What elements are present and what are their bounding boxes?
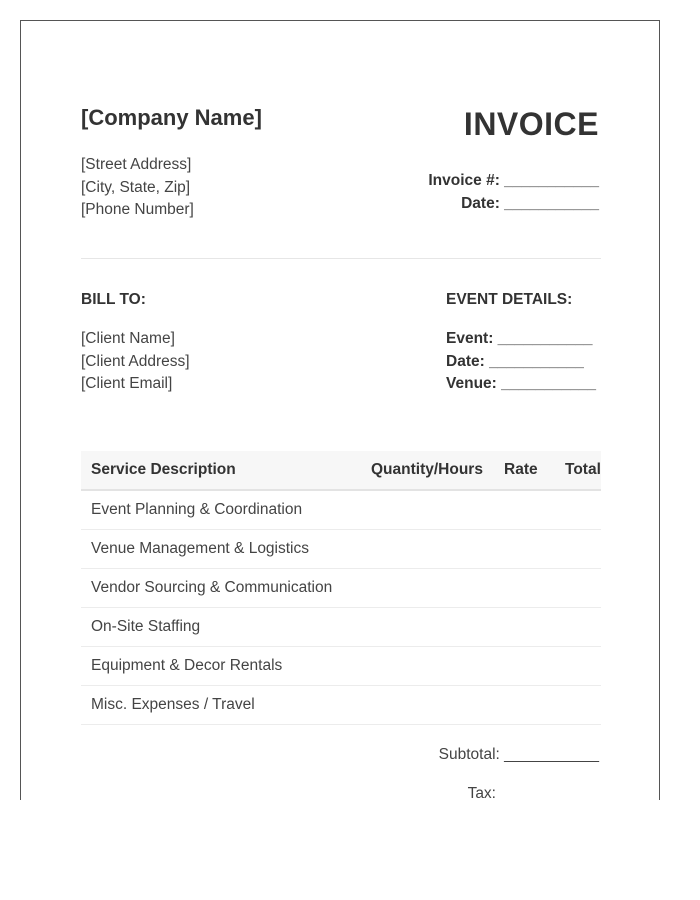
- total-cell: [560, 490, 601, 530]
- total-cell: [560, 608, 601, 647]
- rate-cell: [497, 569, 560, 608]
- rate-cell: [497, 490, 560, 530]
- service-description-cell: Event Planning & Coordination: [81, 490, 361, 530]
- table-row: [81, 608, 601, 647]
- rate-cell: [497, 647, 560, 686]
- subtotal-field: Subtotal: ___________: [438, 746, 599, 763]
- rate-cell: [497, 686, 560, 725]
- quantity-cell: [361, 490, 497, 530]
- service-description-cell: Equipment & Decor Rentals: [81, 647, 361, 686]
- table-row: [81, 569, 601, 608]
- event-details-block: [446, 328, 596, 396]
- company-name: [Company Name]: [81, 105, 262, 130]
- tax-label: Tax:: [467, 785, 496, 800]
- table-row: [81, 686, 601, 725]
- service-description-cell: Venue Management & Logistics: [81, 530, 361, 569]
- invoice-page: [20, 20, 660, 800]
- quantity-cell: [361, 686, 497, 725]
- company-street: [Street Address]: [81, 156, 192, 173]
- service-description-cell: Vendor Sourcing & Communication: [81, 569, 361, 608]
- quantity-cell: [361, 569, 497, 608]
- total-cell: [560, 647, 601, 686]
- bill-to-heading: BILL TO:: [81, 291, 146, 308]
- company-city-state-zip: [City, State, Zip]: [81, 178, 191, 196]
- section-divider: [81, 258, 601, 259]
- service-description-cell: On-Site Staffing: [81, 608, 361, 647]
- invoice-date-field: Date: ___________: [461, 194, 599, 212]
- quantity-cell: [361, 530, 497, 569]
- table-row: [81, 530, 601, 569]
- event-date-field: Date: ___________: [446, 352, 584, 370]
- client-name: [Client Name]: [81, 330, 175, 347]
- rate-cell: [497, 530, 560, 569]
- event-details-heading: EVENT DETAILS:: [446, 291, 573, 308]
- invoice-number-field: Invoice #: ___________: [428, 172, 599, 189]
- table-row: [81, 490, 601, 530]
- invoice-meta-block: [428, 170, 599, 215]
- rate-cell: [497, 608, 560, 647]
- client-address: [Client Address]: [81, 352, 190, 370]
- quantity-cell: [361, 608, 497, 647]
- event-venue-field: Venue: ___________: [446, 375, 596, 392]
- table-row: [81, 647, 601, 686]
- event-name-field: Event: ___________: [446, 330, 593, 347]
- company-address-block: [81, 154, 194, 222]
- header-total: Total: [560, 451, 601, 490]
- service-description-cell: Misc. Expenses / Travel: [81, 686, 361, 725]
- header-service-description: Service Description: [81, 451, 361, 490]
- table-header-row: [81, 451, 601, 490]
- header-quantity-hours: Quantity/Hours: [361, 451, 497, 490]
- invoice-title: INVOICE: [463, 106, 599, 142]
- total-cell: [560, 569, 601, 608]
- total-cell: [560, 530, 601, 569]
- quantity-cell: [361, 647, 497, 686]
- client-info-block: [81, 328, 190, 396]
- total-cell: [560, 686, 601, 725]
- services-table: [81, 451, 601, 725]
- company-phone: [Phone Number]: [81, 201, 194, 218]
- header-rate: Rate: [497, 451, 560, 490]
- client-email: [Client Email]: [81, 375, 173, 392]
